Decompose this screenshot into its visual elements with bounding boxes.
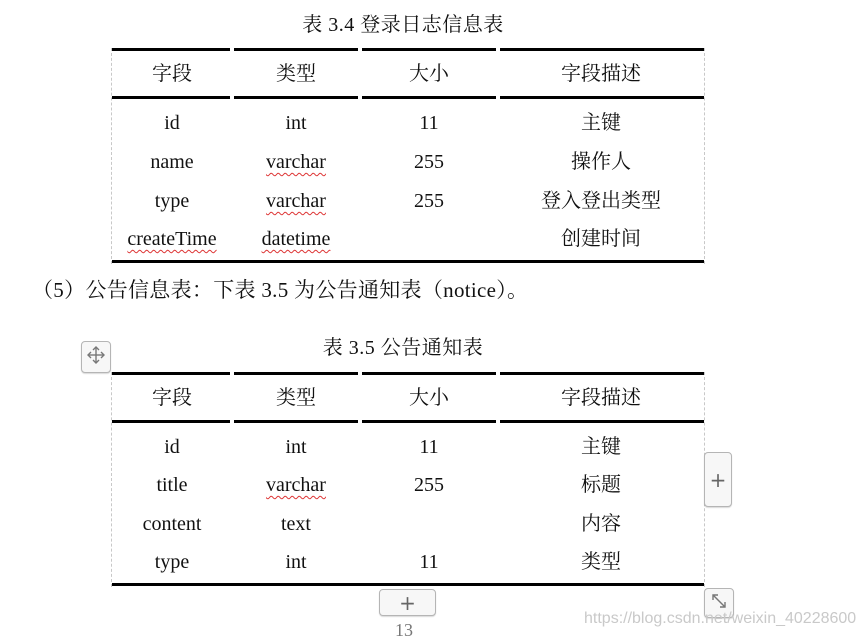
description-cell: 主键 bbox=[581, 436, 621, 458]
type-cell: int bbox=[285, 551, 307, 573]
type-cell: int bbox=[285, 436, 307, 458]
field-cell: title bbox=[156, 474, 188, 496]
table-header-row bbox=[112, 62, 704, 86]
table-top-rule bbox=[112, 372, 230, 375]
table-header-rule bbox=[500, 96, 704, 99]
type-cell: datetime bbox=[261, 228, 331, 250]
description-cell: 操作人 bbox=[571, 151, 631, 173]
table-bottom-rule bbox=[112, 260, 704, 263]
table-row bbox=[112, 473, 704, 497]
table-top-rule bbox=[362, 372, 496, 375]
table-header-rule bbox=[362, 420, 496, 423]
header-cell: 类型 bbox=[276, 63, 316, 85]
plus-icon: + bbox=[709, 467, 727, 492]
table-top-rule bbox=[234, 48, 358, 51]
table-row bbox=[112, 227, 704, 251]
header-cell: 字段描述 bbox=[561, 63, 641, 85]
table-top-rule bbox=[500, 372, 704, 375]
table-bottom-rule bbox=[112, 583, 704, 586]
size-cell: 11 bbox=[419, 112, 439, 134]
size-cell: 255 bbox=[414, 151, 444, 173]
table-header-rule bbox=[500, 420, 704, 423]
table-row bbox=[112, 150, 704, 174]
add-row-button[interactable] bbox=[379, 589, 436, 616]
field-cell: type bbox=[154, 190, 190, 212]
watermark: https://blog.csdn.net/weixin_40228600 bbox=[584, 610, 857, 627]
field-cell: type bbox=[154, 551, 190, 573]
header-cell: 大小 bbox=[409, 387, 449, 409]
size-cell bbox=[360, 227, 498, 251]
table-caption: 表 3.5 公告通知表 bbox=[322, 337, 484, 359]
table-row bbox=[112, 189, 704, 213]
field-cell: content bbox=[142, 513, 202, 535]
field-cell: id bbox=[164, 436, 180, 458]
type-cell: text bbox=[281, 513, 311, 535]
table-row bbox=[112, 550, 704, 574]
notice-table bbox=[111, 372, 705, 587]
table-row bbox=[112, 512, 704, 536]
type-cell: int bbox=[285, 112, 307, 134]
description-cell: 创建时间 bbox=[561, 228, 641, 250]
body-paragraph: （5）公告信息表：下表 3.5 为公告通知表（notice）。 bbox=[32, 278, 529, 302]
field-cell: createTime bbox=[127, 228, 217, 250]
type-cell: varchar bbox=[266, 190, 326, 212]
login-log-table bbox=[111, 48, 705, 264]
table-top-rule bbox=[234, 372, 358, 375]
table-top-rule bbox=[500, 48, 704, 51]
table-top-rule bbox=[362, 48, 496, 51]
description-cell: 登入登出类型 bbox=[541, 190, 661, 212]
header-cell: 类型 bbox=[276, 387, 316, 409]
size-cell: 255 bbox=[414, 190, 444, 212]
description-cell: 主键 bbox=[581, 112, 621, 134]
size-cell: 11 bbox=[419, 551, 439, 573]
type-cell: varchar bbox=[266, 474, 326, 496]
field-cell: name bbox=[150, 151, 194, 173]
table-row bbox=[112, 435, 704, 459]
table-header-rule bbox=[112, 96, 230, 99]
header-cell: 大小 bbox=[409, 63, 449, 85]
description-cell: 标题 bbox=[581, 474, 621, 496]
description-cell: 类型 bbox=[581, 551, 621, 573]
type-cell: varchar bbox=[266, 151, 326, 173]
table-header-rule bbox=[362, 96, 496, 99]
size-cell: 11 bbox=[419, 436, 439, 458]
table-header-rule bbox=[234, 96, 358, 99]
table-row bbox=[112, 111, 704, 135]
table-header-rule bbox=[112, 420, 230, 423]
table-header-rule bbox=[234, 420, 358, 423]
header-cell: 字段 bbox=[152, 63, 192, 85]
size-cell bbox=[360, 512, 498, 536]
header-cell: 字段 bbox=[152, 387, 192, 409]
add-column-button[interactable] bbox=[704, 452, 732, 507]
header-cell: 字段描述 bbox=[561, 387, 641, 409]
table-top-rule bbox=[112, 48, 230, 51]
page-number: 13 bbox=[395, 620, 413, 640]
plus-icon: + bbox=[399, 590, 416, 615]
table-caption: 表 3.4 登录日志信息表 bbox=[302, 14, 504, 36]
description-cell: 内容 bbox=[581, 513, 621, 535]
size-cell: 255 bbox=[414, 474, 444, 496]
table-header-row bbox=[112, 386, 704, 410]
field-cell: id bbox=[164, 112, 180, 134]
